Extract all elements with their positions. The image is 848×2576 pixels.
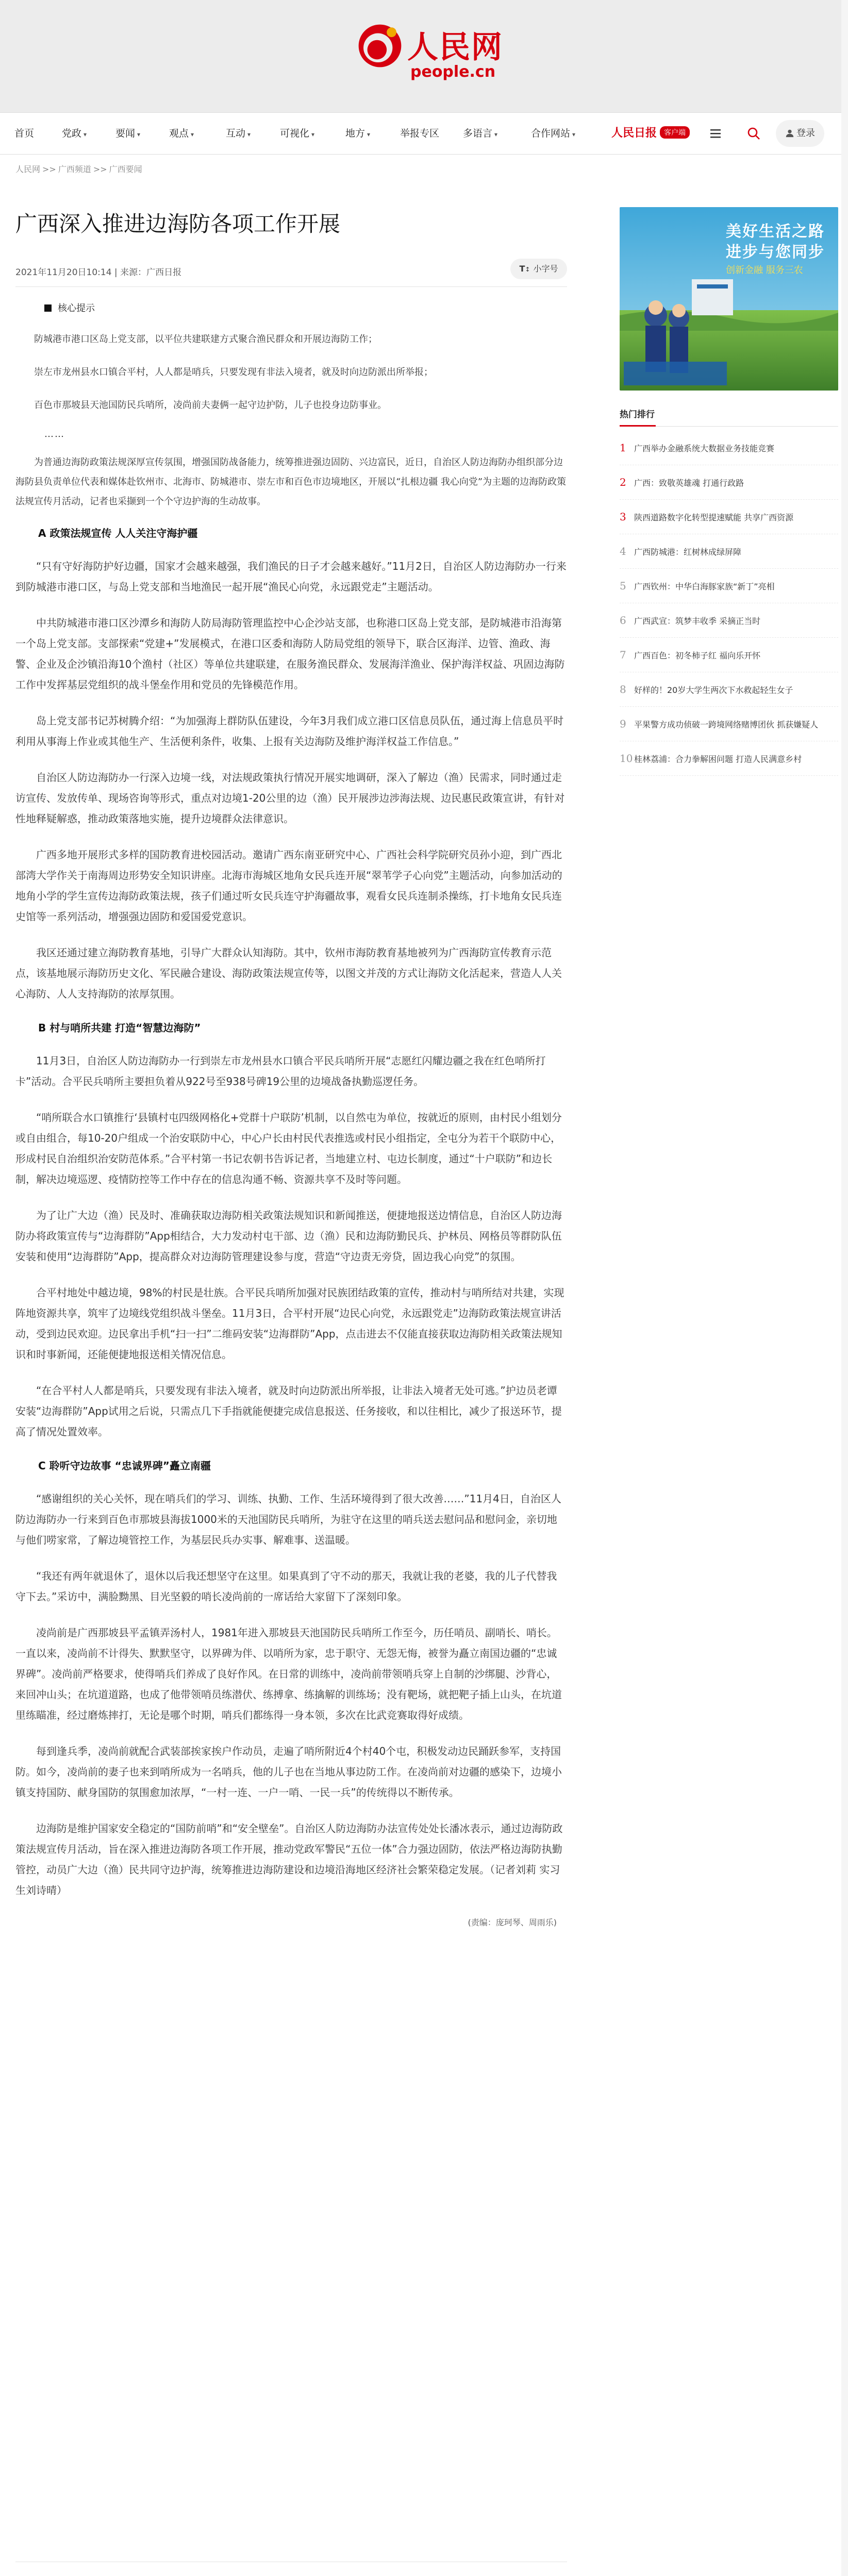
article-source: 来源：广西日报 [120, 267, 182, 278]
search-icon[interactable] [745, 125, 762, 142]
login-button[interactable]: 登录 [776, 120, 824, 147]
body-paragraph: 为了让广大边（渔）民及时、准确获取边海防相关政策法规知识和新闻推送，便捷地报送边情信息，自治区人防边海防办将政策宣传与“边海群防”App相结合，大力发动村屯干部、边（渔）民和边海防勤民兵、护林员、网格员等群防队伍安装和使用“边海群防”App，提高群众对边海防管理建设参与度，营造“守边责无旁贷，固边我心向党”的氛围。 [15, 1209, 562, 1263]
summary-ellipsis: …… [44, 429, 65, 439]
page-scrollbar[interactable] [841, 0, 848, 2576]
hot-ranking [620, 407, 838, 776]
header-logo-band [0, 0, 848, 112]
user-icon [785, 128, 794, 138]
logo-en-text: people.cn [410, 63, 496, 81]
nav-item-party[interactable]: 党政 ▾ [62, 128, 87, 139]
article-meta: 2021年11月20日10:14 | 来源：广西日报 [15, 267, 182, 278]
chevron-down-icon: ▾ [191, 131, 194, 138]
menu-icon[interactable] [707, 125, 724, 142]
list-item[interactable]: 5 广西钦州：中华白海豚家族“新丁”亮相 [620, 569, 838, 603]
nav-item-languages[interactable]: 多语言 ▾ [463, 128, 498, 139]
people-logo-icon [356, 22, 404, 70]
summary-intro: 为普通边海防政策法规深厚宣传氛围，增强国防战备能力，统筹推进强边固防、兴边富民，近日，自治区人防边海防办组织部分边海防县负责单位代表和媒体赴钦州市、北海市、防城港市、崇左市和百色市边境地区，开展以“扎根边疆 我心向党”为主题的边海防政策法规宣传月活动，记者也采撷到一个个守边护海的生动故事。 [15, 457, 567, 507]
body-paragraph: “只有守好海防护好边疆，国家才会越来越强，我们渔民的日子才会越来越好。”11月2日，自治区人防边海防办一行来到防城港市港口区，与岛上党支部和当地渔民一起开展“渔民心向党，永远跟党走”主题活动。 [15, 560, 567, 593]
list-item[interactable]: 6 广西武宣：筑梦丰收季 采摘正当时 [620, 603, 838, 638]
breadcrumb: 人民网 >> 广西频道 >> 广西要闻 [15, 164, 142, 174]
square-bullet-icon [44, 304, 52, 312]
chevron-down-icon: ▾ [572, 131, 576, 138]
body-paragraph: 11月3日，自治区人防边海防办一行到崇左市龙州县水口镇合平民兵哨所开展“志愿红闪耀边疆之我在红色哨所打卡”活动。合平民兵哨所主要担负着从922号至938号碑19公里的边境战备执勤巡逻任务。 [15, 1055, 546, 1088]
chevron-down-icon: ▾ [137, 131, 141, 138]
body-paragraph: “在合平村人人都是哨兵，只要发现有非法入境者，就及时向边防派出所举报，让非法入境者无处可逃。”护边员老谭安装“边海群防”App试用之后说，只需点几下手指就能便捷完成信息报送、任务接收，和以往相比，减少了报送环节，提高了情况处置效率。 [15, 1384, 562, 1438]
sidebar-ad-banner[interactable] [620, 207, 838, 391]
nav-item-report[interactable]: 举报专区 [400, 128, 440, 139]
chevron-down-icon: ▾ [367, 131, 371, 138]
ad-line-2: 进步与您同步 [726, 243, 825, 261]
body-paragraph: 合平村地处中越边境，98%的村民是壮族。合平民兵哨所加强对民族团结政策的宣传，推动村与哨所结对共建，实现阵地资源共享，筑牢了边境线党组织战斗堡垒。11月3日，合平村开展“边民心向党，永远跟党走”边海防政策法规宣讲活动，受到边民欢迎。边民拿出手机“扫一扫”二维码安装“边海群防”App，点击进去不仅能直接获取边海防相关政策法规知识和时事新闻，还能便捷地报送相关情况信息。 [15, 1286, 564, 1361]
logo-cn-text: 人民网 [407, 29, 503, 65]
breadcrumb-link-people[interactable]: 人民网 [15, 164, 41, 174]
app-brand-text: 人民日报 [611, 126, 657, 140]
nav-item-opinion[interactable]: 观点 ▾ [169, 128, 194, 139]
hot-ranking-title: 热门排行 [620, 407, 838, 427]
summary-heading: 核心提示 [44, 301, 567, 314]
list-item[interactable]: 10 桂林荔浦：合力拳解困问题 打造人民满意乡村 [620, 741, 838, 776]
nav-item-news[interactable]: 要闻 ▾ [115, 128, 141, 139]
ad-line-3: 创新金融 服务三农 [726, 265, 803, 276]
body-paragraph: 岛上党支部书记苏树腾介绍：“为加强海上群防队伍建设，今年3月我们成立港口区信息员队伍，通过海上信息员平时利用从事海上作业或其他生产、生活便利条件，收集、上报有关边海防及维护海洋权益工作信息。” [15, 715, 564, 748]
nav-item-interact[interactable]: 互动 ▾ [226, 128, 251, 139]
summary-paragraph: 百色市那坡县天池国防民兵哨所，凌尚前夫妻俩一起守边护防，儿子也投身边防事业。 [34, 400, 387, 411]
ad-line-1: 美好生活之路 [726, 223, 825, 241]
nav-item-visual[interactable]: 可视化 ▾ [280, 128, 315, 139]
share-bar [15, 2562, 567, 2576]
nav-item-partners[interactable]: 合作网站 ▾ [531, 128, 576, 139]
body-paragraph: 边海防是维护国家安全稳定的“国防前哨”和“安全壁垒”。自治区人防边海防办法宣传处处长潘冰表示，通过边海防政策法规宣传月活动，旨在深入推进边海防各项工作开展，推动党政军警民“五位一体”合力强边固防，依法严格边海防执勤管控，动员广大边（渔）民共同守边护海，统筹推进边海防建设和边境沿海地区经济社会繁荣稳定发展。（记者刘莉 实习生刘诗晴） [15, 1822, 563, 1896]
list-item[interactable]: 3 陕西道路数字化转型提速赋能 共享广西资源 [620, 500, 838, 534]
list-item[interactable]: 2 广西：致敬英雄魂 打通行政路 [620, 465, 838, 500]
body-paragraph: 每到逢兵季，凌尚前就配合武装部挨家挨户作动员，走遍了哨所附近4个村40个屯，积极发动边民踊跃参军，支持国防。如今，凌尚前的妻子也来到哨所成为一名哨兵，他的儿子也在当地从事边防工作。在凌尚前对边疆的感染下，边境小镇支持国防、献身国防的氛围愈加浓厚，“一村一连、一户一哨、一民一兵”的传统得以不断传承。 [15, 1745, 562, 1799]
nav-item-home[interactable]: 首页 [14, 128, 35, 139]
section-heading-b: B 村与哨所共建 打造“智慧边海防” [38, 1022, 201, 1034]
list-item[interactable]: 8 好样的！20岁大学生两次下水救起轻生女子 [620, 672, 838, 707]
body-paragraph: 我区还通过建立海防教育基地，引导广大群众认知海防。其中，钦州市海防教育基地被列为广西海防宣传教育示范点，该基地展示海防历史文化、军民融合建设、海防政策法规宣传等，以图文并茂的方式让海防文化活起来，营造人人关心海防、人人支持海防的浓厚氛围。 [15, 946, 562, 1000]
font-size-button[interactable]: T↕ 小字号 [510, 259, 567, 279]
body-paragraph: “我还有两年就退休了，退休以后我还想坚守在这里。如果真到了守不动的那天，我就让我的老婆，我的儿子代替我守下去。”采访中，满脸黝黑、目光坚毅的哨长凌尚前的一席话给大家留下了深刻印象。 [15, 1570, 557, 1603]
summary-paragraph: 崇左市龙州县水口镇合平村，人人都是哨兵，只要发现有非法入境者，就及时向边防派出所举报； [34, 367, 433, 378]
article-body [15, 295, 567, 1928]
list-item[interactable]: 9 平果警方成功侦破一跨境网络赌博团伙 抓获嫌疑人 [620, 707, 838, 741]
nav-item-local[interactable]: 地方 ▾ [345, 128, 371, 139]
site-logo[interactable] [356, 22, 510, 81]
list-item[interactable]: 4 广西防城港：红树林成绿屏障 [620, 534, 838, 569]
list-item[interactable]: 1 广西举办金融系统大数据业务技能竞赛 [620, 431, 838, 465]
body-paragraph: 广西多地开展形式多样的国防教育进校园活动。邀请广西东南亚研究中心、广西社会科学院研究员孙小迎，到广西北部湾大学作关于南海周边形势安全知识讲座。北海市海城区地角女民兵连开展“翠苇学子心向党”主题活动，向参加活动的地角小学的学生宣传边海防政策法规，孩子们通过听女民兵连守护海疆故事，观看女民兵连制杀操练，打卡地角女民兵连史馆等一系列活动，增强强边固防和爱国爱党意识。 [15, 849, 562, 923]
breadcrumb-link-guangxi[interactable]: 广西频道 [58, 164, 91, 174]
title-divider [15, 286, 567, 287]
section-heading-a: A 政策法规宣传 人人关注守海护疆 [38, 527, 198, 539]
font-size-icon: T [519, 264, 525, 274]
chevron-down-icon: ▾ [247, 131, 251, 138]
body-paragraph: 中共防城港市港口区沙潭乡和海防人防局海防管理监控中心企沙站支部，也称港口区岛上党支部，是防城港市沿海第一个岛上党支部。支部探索“党建+”发展模式，在港口区委和海防人防局党组的领导下，联合区海洋、边管、渔政、海警、企业及企沙镇沿海10个渔村（社区）等单位共建联建，在服务渔民群众、发展海洋渔业、保护海洋权益、巩固边海防工作中发挥基层党组织的战斗堡垒作用和党员的先锋模范作用。 [15, 617, 565, 691]
main-nav [0, 112, 848, 155]
body-paragraph: 凌尚前是广西那坡县平孟镇弄汤村人，1981年进入那坡县天池国防民兵哨所工作至今，历任哨员、副哨长、哨长。一直以来，凌尚前不计得失、默默坚守，以界碑为伴、以哨所为家，忠于职守、无怨无悔，被誉为矗立南国边疆的“忠诚界碑”。凌尚前严格要求，使得哨兵们养成了良好作风。在日常的训练中，凌尚前带领哨兵穿上自制的沙绑腿、沙背心，来回冲山头；在坑道道路，也成了他带领哨员练潜伏、练搏拿、练擒解的训练场；没有靶场，就把靶子插上山头，在坑道里练瞄准，经过磨炼摔打，无论是哪个时期，哨兵们都练得一身本领，多次在比武竞赛取得好成绩。 [15, 1626, 562, 1721]
article-date: 2021年11月20日10:14 [15, 267, 112, 278]
body-paragraph: “哨所联合水口镇推行‘县镇村屯四级网格化+党群十户联防’机制，以自然屯为单位，按就近的原则，由村民小组划分或自由组合，每10-20户组成一个治安联防中心，中心户长由村民代表推选或村民小组指定，全屯分为若干个联防中心，形成村民自治组织治安防范体系。”合平村第一书记农朝书告诉记者，当地建立村、屯边长制度，通过“十户联防”和边长制，解决边境巡逻、疫情防控等工作中存在的信息沟通不畅、资源共享不及时等问题。 [15, 1111, 562, 1185]
app-badge: 客户端 [660, 126, 690, 139]
body-paragraph: “感谢组织的关心关怀，现在哨兵们的学习、训练、执勤、工作、生活环境得到了很大改善……”11月4日，自治区人防边海防办一行来到百色市那坡县海拔1000米的天池国防民兵哨所，为驻守在这里的哨兵送去慰问品和慰问金，亲切地与他们唠家常，了解边境管控工作，为基层民兵办实事、解难事、送温暖。 [15, 1493, 561, 1546]
list-item[interactable]: 7 广西百色：初冬柿子红 福向乐开怀 [620, 638, 838, 672]
page-title: 广西深入推进边海防各项工作开展 [15, 211, 341, 236]
summary-paragraph: 防城港市港口区岛上党支部，以平位共建联建方式聚合渔民群众和开展边海防工作； [34, 334, 377, 345]
chevron-down-icon: ▾ [311, 131, 315, 138]
chevron-down-icon: ▾ [84, 131, 87, 138]
chevron-down-icon: ▾ [494, 131, 498, 138]
section-heading-c: C 聆听守边故事 “忠诚界碑”矗立南疆 [38, 1460, 211, 1472]
app-download-link[interactable] [611, 124, 690, 143]
breadcrumb-link-guangxi-news[interactable]: 广西要闻 [109, 164, 142, 174]
hot-ranking-list [620, 431, 838, 776]
body-paragraph: 自治区人防边海防办一行深入边境一线，对法规政策执行情况开展实地调研，深入了解边（渔）民需求，同时通过走访宣传、发放传单、现场咨询等形式，重点对边境1-20公里的边（渔）民开展涉边涉海法规、边民惠民政策宣讲，有针对性地释疑解惑，推动政策落地实施，提升边境群众法律意识。 [15, 771, 565, 825]
editor-credit: (责编：庞珂琴、周雨乐) [468, 1918, 557, 1927]
